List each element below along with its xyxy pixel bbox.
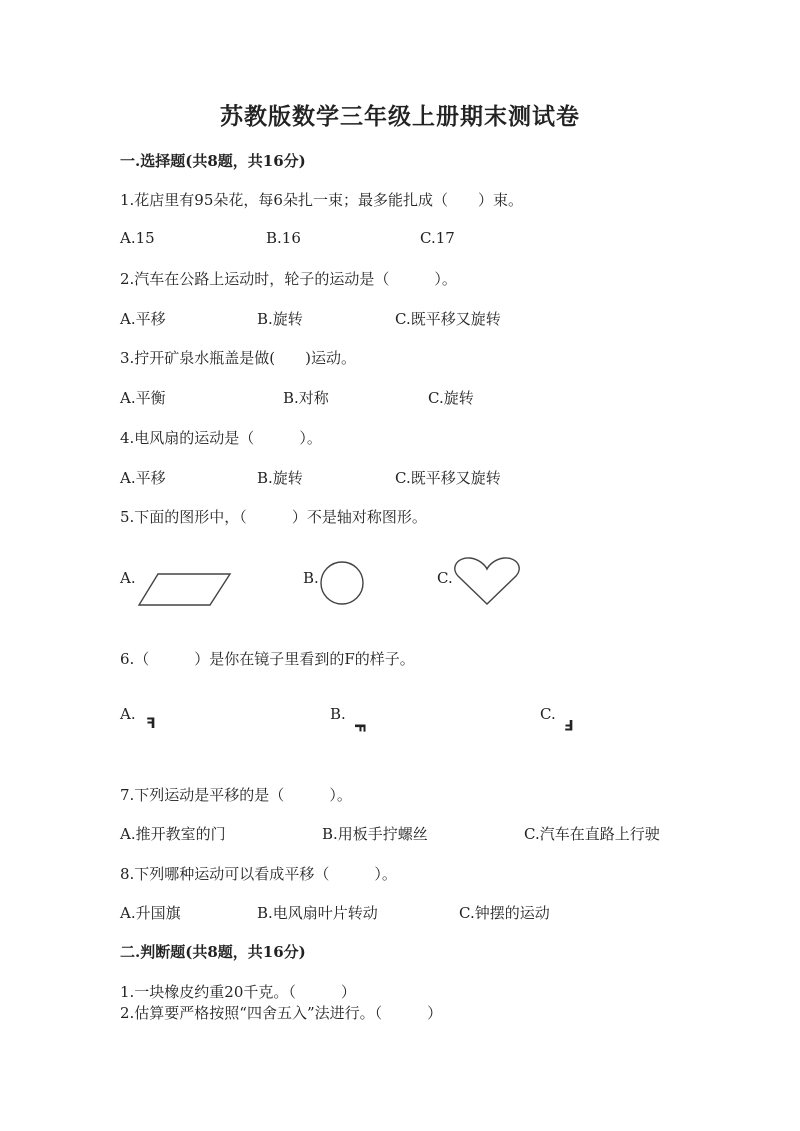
option-b: B. [330, 705, 346, 723]
option-c: C. [437, 569, 453, 587]
option-a: A. [120, 569, 136, 587]
question-text: 1.一块橡皮约重20千克。（ ） [120, 983, 356, 1001]
question-text: 4.电风扇的运动是（ ）。 [120, 429, 322, 447]
option-c: C.旋转 [428, 389, 474, 407]
option-a: A.平移 [120, 310, 166, 328]
mirrored-f-glyph: F [146, 716, 156, 732]
option-b: B.电风扇叶片转动 [257, 904, 378, 922]
option-a: A. [120, 705, 136, 723]
question-text: 1.花店里有95朵花，每6朵扎一束；最多能扎成（ ）束。 [120, 191, 523, 209]
section-heading-judgment: 二.判断题(共8题，共16分) [120, 943, 306, 961]
heart-shape [452, 556, 522, 606]
question-text: 7.下列运动是平移的是（ ）。 [120, 786, 352, 804]
question-text: 2.估算要严格按照“四舍五入”法进行。（ ） [120, 1004, 443, 1022]
option-a: A.推开教室的门 [120, 825, 226, 843]
circle-shape [319, 560, 365, 606]
option-c: C.汽车在直路上行驶 [524, 825, 660, 843]
option-b: B.旋转 [257, 469, 303, 487]
option-b: B. [303, 569, 319, 587]
option-c: C.17 [420, 229, 455, 247]
question-text: 3.拧开矿泉水瓶盖是做( )运动。 [120, 349, 357, 367]
parallelogram-shape [136, 572, 232, 608]
option-c: C.既平移又旋转 [395, 469, 501, 487]
option-a: A.15 [120, 229, 155, 247]
option-b: B.对称 [283, 389, 329, 407]
option-a: A.平移 [120, 469, 166, 487]
option-c: C.既平移又旋转 [395, 310, 501, 328]
option-c: C.钟摆的运动 [459, 904, 550, 922]
option-c: C. [540, 705, 556, 723]
question-text: 2.汽车在公路上运动时，轮子的运动是（ ）。 [120, 270, 457, 288]
page-title: 苏教版数学三年级上册期末测试卷 [220, 103, 580, 130]
option-b: B.用板手拧螺丝 [322, 825, 428, 843]
question-text: 5.下面的图形中，（ ）不是轴对称图形。 [120, 508, 427, 526]
section-heading-choice: 一.选择题(共8题，共16分) [120, 152, 306, 170]
upside-down-f-glyph: F [564, 716, 574, 732]
question-text: 8.下列哪种运动可以看成平移（ ）。 [120, 865, 397, 883]
option-b: B.16 [266, 229, 301, 247]
option-b: B.旋转 [257, 310, 303, 328]
option-a: A.平衡 [120, 389, 166, 407]
option-a: A.升国旗 [120, 904, 181, 922]
rotated-f-glyph: F [350, 723, 367, 733]
question-text: 6.（ ）是你在镜子里看到的F的样子。 [120, 650, 415, 668]
